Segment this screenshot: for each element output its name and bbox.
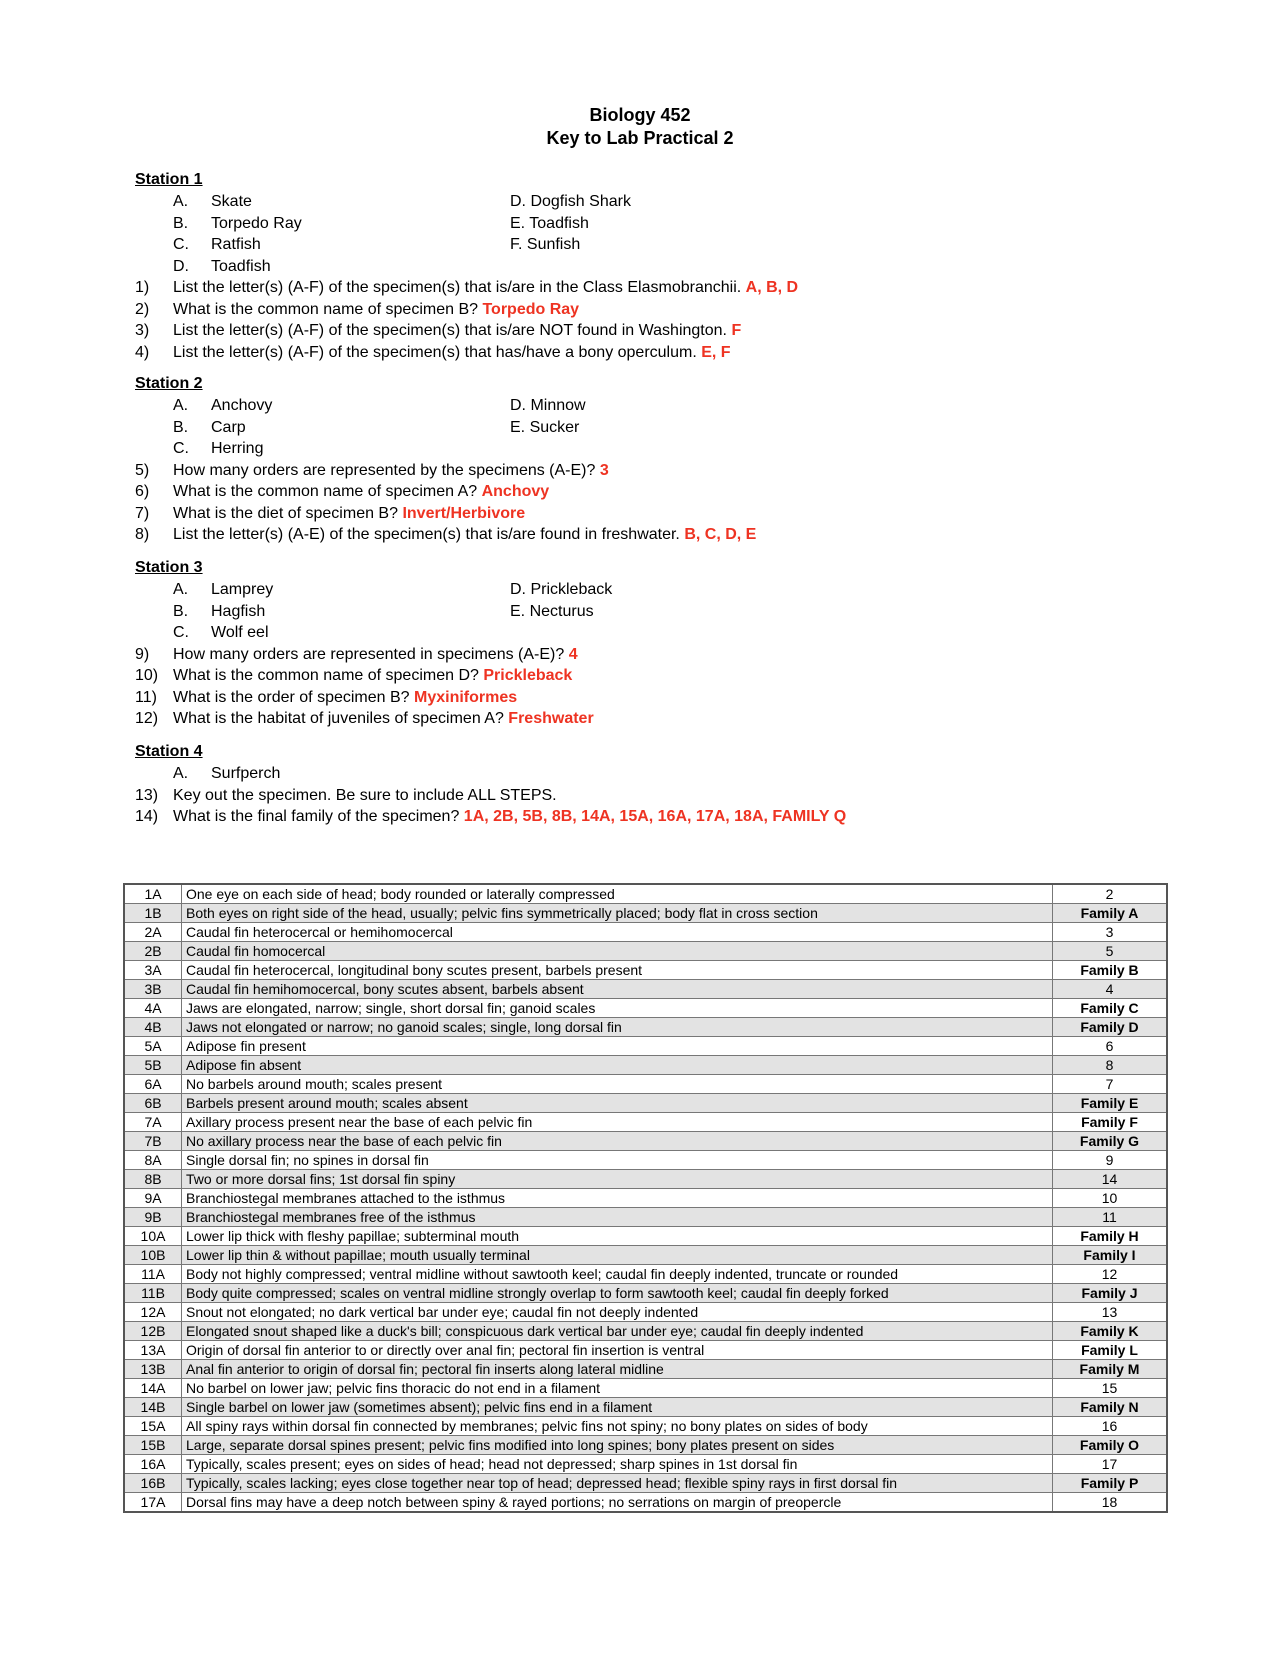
- specimen-name: F. Sunfish: [510, 236, 581, 253]
- key-result: 5: [1053, 942, 1168, 961]
- table-row: [124, 1474, 1167, 1493]
- specimen-name: Torpedo Ray: [211, 214, 302, 232]
- table-row: [124, 1094, 1167, 1113]
- key-description: Typically, scales lacking; eyes close together near top of head; depressed head; flexible spiny rays in first dorsal fin: [182, 1474, 1053, 1493]
- specimen-name: Surfperch: [211, 765, 281, 782]
- question-row: [135, 503, 1135, 525]
- question-number: 5): [135, 461, 150, 479]
- key-step: 4A: [124, 999, 182, 1018]
- question-row: [135, 342, 1135, 364]
- key-description: Barbels present around mouth; scales absent: [182, 1094, 1053, 1113]
- specimen-row: [135, 256, 1135, 278]
- specimen-letter: C.: [173, 236, 189, 253]
- specimen-row: [135, 763, 1135, 785]
- question-row: [135, 524, 1135, 546]
- specimen-name: D. Dogfish Shark: [510, 193, 631, 210]
- key-result: 15: [1053, 1379, 1168, 1398]
- key-description: Caudal fin heterocercal, longitudinal bony scutes present, barbels present: [182, 961, 1053, 980]
- table-row: [124, 1132, 1167, 1151]
- specimen-name: Skate: [211, 193, 252, 210]
- key-result: 2: [1053, 884, 1168, 904]
- table-row: [124, 1398, 1167, 1417]
- key-step: 14A: [124, 1379, 182, 1398]
- key-result: 13: [1053, 1303, 1168, 1322]
- station-section: [135, 557, 1135, 730]
- answer-text: Torpedo Ray: [482, 300, 580, 318]
- key-description: Snout not elongated; no dark vertical bar under eye; caudal fin not deeply indented: [182, 1303, 1053, 1322]
- specimen-name: Anchovy: [211, 397, 273, 414]
- key-result: 11: [1053, 1208, 1168, 1227]
- key-step: 3A: [124, 961, 182, 980]
- key-step: 2A: [124, 923, 182, 942]
- question-row: [135, 687, 1135, 709]
- specimen-row: [135, 417, 1135, 439]
- specimen-row: [135, 234, 1135, 256]
- key-description: Adipose fin present: [182, 1037, 1053, 1056]
- key-result: 7: [1053, 1075, 1168, 1094]
- specimen-row: [135, 191, 1135, 213]
- key-step: 1B: [124, 904, 182, 923]
- station-heading: Station 3: [135, 559, 203, 576]
- key-result: Family O: [1053, 1436, 1168, 1455]
- key-result: 4: [1053, 980, 1168, 999]
- specimen-name: Wolf eel: [211, 624, 269, 641]
- specimen-name: E. Sucker: [510, 418, 580, 436]
- answer-text: Myxiniformes: [414, 688, 518, 706]
- key-description: One eye on each side of head; body rounded or laterally compressed: [182, 884, 1053, 904]
- key-description: Branchiostegal membranes attached to the isthmus: [182, 1189, 1053, 1208]
- key-description: Lower lip thick with fleshy papillae; subterminal mouth: [182, 1227, 1053, 1246]
- key-result: Family N: [1053, 1398, 1168, 1417]
- specimen-letter: A.: [173, 581, 189, 598]
- key-result: Family A: [1053, 904, 1168, 923]
- key-result: Family P: [1053, 1474, 1168, 1493]
- key-result: Family G: [1053, 1132, 1168, 1151]
- table-row: [124, 1265, 1167, 1284]
- key-step: 7B: [124, 1132, 182, 1151]
- key-step: 5B: [124, 1056, 182, 1075]
- key-step: 5A: [124, 1037, 182, 1056]
- question-text: What is the common name of specimen B? Torpedo Ray: [173, 300, 580, 318]
- question-row: [135, 806, 1135, 828]
- key-result: Family F: [1053, 1113, 1168, 1132]
- question-number: 7): [135, 504, 150, 522]
- question-text: What is the order of specimen B? Myxiniformes: [173, 688, 518, 706]
- table-row: [124, 1037, 1167, 1056]
- specimen-row: [135, 213, 1135, 235]
- specimen-name: Lamprey: [211, 581, 274, 598]
- question-number: 2): [135, 300, 150, 318]
- key-step: 8B: [124, 1170, 182, 1189]
- key-description: Caudal fin hemihomocercal, bony scutes absent, barbels absent: [182, 980, 1053, 999]
- key-description: Body quite compressed; scales on ventral midline strongly overlap to form sawtooth keel; caudal fin deeply forked: [182, 1284, 1053, 1303]
- page-subtitle: Key to Lab Practical 2: [546, 128, 734, 148]
- question-number: 8): [135, 526, 150, 543]
- key-step: 13B: [124, 1360, 182, 1379]
- key-result: 18: [1053, 1493, 1168, 1513]
- answer-text: E, F: [701, 343, 731, 361]
- table-row: [124, 1455, 1167, 1474]
- specimen-row: [135, 579, 1135, 601]
- table-row: [124, 1075, 1167, 1094]
- key-description: No barbel on lower jaw; pelvic fins thoracic do not end in a filament: [182, 1379, 1053, 1398]
- specimen-letter: B.: [173, 214, 189, 232]
- key-step: 15B: [124, 1436, 182, 1455]
- key-description: No axillary process near the base of each pelvic fin: [182, 1132, 1053, 1151]
- table-row: [124, 999, 1167, 1018]
- question-row: [135, 785, 1135, 807]
- station-heading: Station 4: [135, 743, 203, 760]
- specimen-row: [135, 622, 1135, 644]
- specimen-name: Herring: [211, 440, 264, 457]
- key-result: Family C: [1053, 999, 1168, 1018]
- question-text: How many orders are represented in specimens (A-E)? 4: [173, 645, 578, 663]
- key-step: 4B: [124, 1018, 182, 1037]
- key-step: 16A: [124, 1455, 182, 1474]
- dichotomous-key-table: [123, 883, 1168, 1513]
- key-result: 9: [1053, 1151, 1168, 1170]
- key-result: 10: [1053, 1189, 1168, 1208]
- key-result: Family D: [1053, 1018, 1168, 1037]
- key-step: 13A: [124, 1341, 182, 1360]
- key-step: 9A: [124, 1189, 182, 1208]
- key-result: Family B: [1053, 961, 1168, 980]
- specimen-letter: A.: [173, 397, 189, 414]
- table-row: [124, 884, 1167, 904]
- key-result: Family E: [1053, 1094, 1168, 1113]
- question-text: What is the common name of specimen A? Anchovy: [173, 483, 550, 500]
- specimen-row: [135, 601, 1135, 623]
- question-row: [135, 277, 1135, 299]
- key-description: Body not highly compressed; ventral midline without sawtooth keel; caudal fin deeply indented, truncate or rounded: [182, 1265, 1053, 1284]
- key-result: Family J: [1053, 1284, 1168, 1303]
- key-step: 3B: [124, 980, 182, 999]
- key-description: Typically, scales present; eyes on sides of head; head not depressed; sharp spines in 1st dorsal fin: [182, 1455, 1053, 1474]
- key-description: Single barbel on lower jaw (sometimes absent); pelvic fins end in a filament: [182, 1398, 1053, 1417]
- key-result: Family I: [1053, 1246, 1168, 1265]
- table-row: [124, 904, 1167, 923]
- station-heading: Station 1: [135, 171, 203, 188]
- key-step: 17A: [124, 1493, 182, 1513]
- key-result: 12: [1053, 1265, 1168, 1284]
- specimen-name: D. Minnow: [510, 397, 586, 414]
- question-number: 11): [135, 688, 157, 706]
- key-description: Caudal fin heterocercal or hemihomocercal: [182, 923, 1053, 942]
- question-row: [135, 320, 1135, 342]
- key-result: 6: [1053, 1037, 1168, 1056]
- table-row: [124, 942, 1167, 961]
- table-row: [124, 1341, 1167, 1360]
- specimen-letter: B.: [173, 418, 189, 436]
- station-heading: Station 2: [135, 375, 203, 392]
- specimen-letter: A.: [173, 765, 189, 782]
- key-description: Two or more dorsal fins; 1st dorsal fin spiny: [182, 1170, 1053, 1189]
- question-text: List the letter(s) (A-F) of the specimen(s) that is/are NOT found in Washington. F: [173, 322, 742, 339]
- question-row: [135, 644, 1135, 666]
- question-text: How many orders are represented by the specimens (A-E)? 3: [173, 461, 609, 479]
- key-description: Single dorsal fin; no spines in dorsal fin: [182, 1151, 1053, 1170]
- table-row: [124, 1113, 1167, 1132]
- specimen-name: E. Toadfish: [510, 214, 589, 232]
- specimen-name: E. Necturus: [510, 602, 594, 620]
- key-step: 11B: [124, 1284, 182, 1303]
- table-row: [124, 1493, 1167, 1513]
- answer-text: Invert/Herbivore: [402, 504, 526, 522]
- question-text: Key out the specimen. Be sure to include ALL STEPS.: [173, 786, 557, 804]
- specimen-letter: D.: [173, 257, 189, 275]
- question-text: List the letter(s) (A-E) of the specimen(s) that is/are found in freshwater. B, C, D, E: [173, 526, 757, 543]
- question-text: List the letter(s) (A-F) of the specimen(s) that is/are in the Class Elasmobranchii. A, B, D: [173, 279, 799, 296]
- answer-text: Anchovy: [481, 483, 550, 500]
- key-description: Caudal fin homocercal: [182, 942, 1053, 961]
- table-row: [124, 1322, 1167, 1341]
- specimen-letter: A.: [173, 193, 189, 210]
- key-description: Both eyes on right side of the head, usually; pelvic fins symmetrically placed; body flat in cross section: [182, 904, 1053, 923]
- key-description: Lower lip thin & without papillae; mouth usually terminal: [182, 1246, 1053, 1265]
- question-row: [135, 299, 1135, 321]
- key-step: 9B: [124, 1208, 182, 1227]
- question-row: [135, 460, 1135, 482]
- question-number: 10): [135, 667, 159, 684]
- table-row: [124, 1208, 1167, 1227]
- key-result: 14: [1053, 1170, 1168, 1189]
- answer-text: A, B, D: [745, 279, 799, 296]
- table-row: [124, 1170, 1167, 1189]
- specimen-name: Ratfish: [211, 236, 261, 253]
- question-number: 12): [135, 710, 159, 727]
- key-description: Axillary process present near the base of each pelvic fin: [182, 1113, 1053, 1132]
- answer-text: 4: [568, 645, 578, 663]
- specimen-row: [135, 438, 1135, 460]
- key-description: Adipose fin absent: [182, 1056, 1053, 1075]
- key-description: Anal fin anterior to origin of dorsal fin; pectoral fin inserts along lateral midline: [182, 1360, 1053, 1379]
- specimen-letter: C.: [173, 440, 189, 457]
- key-step: 6B: [124, 1094, 182, 1113]
- answer-text: F: [731, 322, 742, 339]
- answer-text: B, C, D, E: [684, 526, 757, 543]
- table-row: [124, 1417, 1167, 1436]
- key-result: Family H: [1053, 1227, 1168, 1246]
- table-row: [124, 1303, 1167, 1322]
- key-result: Family M: [1053, 1360, 1168, 1379]
- question-number: 3): [135, 322, 150, 339]
- question-row: [135, 708, 1135, 730]
- key-result: 8: [1053, 1056, 1168, 1075]
- specimen-name: Carp: [211, 418, 246, 436]
- key-description: Dorsal fins may have a deep notch between spiny & rayed portions; no serrations on margin of preopercle: [182, 1493, 1053, 1513]
- table-row: [124, 961, 1167, 980]
- specimen-letter: B.: [173, 602, 189, 620]
- key-step: 12A: [124, 1303, 182, 1322]
- table-row: [124, 1151, 1167, 1170]
- station-section: [135, 373, 1135, 546]
- table-row: [124, 1360, 1167, 1379]
- key-result: 3: [1053, 923, 1168, 942]
- question-number: 14): [135, 808, 159, 825]
- key-step: 2B: [124, 942, 182, 961]
- key-description: Jaws not elongated or narrow; no ganoid scales; single, long dorsal fin: [182, 1018, 1053, 1037]
- key-step: 10B: [124, 1246, 182, 1265]
- key-step: 12B: [124, 1322, 182, 1341]
- specimen-name: D. Prickleback: [510, 581, 613, 598]
- key-result: Family L: [1053, 1341, 1168, 1360]
- key-description: Jaws are elongated, narrow; single, short dorsal fin; ganoid scales: [182, 999, 1053, 1018]
- question-text: List the letter(s) (A-F) of the specimen(s) that has/have a bony operculum. E, F: [173, 343, 731, 361]
- key-result: 17: [1053, 1455, 1168, 1474]
- station-section: [135, 169, 1135, 363]
- question-text: What is the common name of specimen D? Prickleback: [173, 667, 573, 684]
- key-result: Family K: [1053, 1322, 1168, 1341]
- key-step: 6A: [124, 1075, 182, 1094]
- question-number: 13): [135, 786, 159, 804]
- key-description: Branchiostegal membranes free of the isthmus: [182, 1208, 1053, 1227]
- question-text: What is the final family of the specimen? 1A, 2B, 5B, 8B, 14A, 15A, 16A, 17A, 18A, FAMILY Q: [173, 808, 847, 825]
- question-text: What is the diet of specimen B? Invert/Herbivore: [173, 504, 526, 522]
- key-step: 1A: [124, 884, 182, 904]
- table-row: [124, 1018, 1167, 1037]
- question-number: 6): [135, 483, 150, 500]
- key-step: 10A: [124, 1227, 182, 1246]
- answer-text: 1A, 2B, 5B, 8B, 14A, 15A, 16A, 17A, 18A, FAMILY Q: [463, 808, 847, 825]
- question-number: 1): [135, 279, 150, 296]
- table-row: [124, 1189, 1167, 1208]
- specimen-letter: C.: [173, 624, 189, 641]
- answer-text: Prickleback: [483, 667, 573, 684]
- key-step: 15A: [124, 1417, 182, 1436]
- table-row: [124, 1227, 1167, 1246]
- table-row: [124, 1056, 1167, 1075]
- specimen-row: [135, 395, 1135, 417]
- table-row: [124, 923, 1167, 942]
- key-description: Origin of dorsal fin anterior to or directly over anal fin; pectoral fin insertion is ventral: [182, 1341, 1053, 1360]
- table-row: [124, 1436, 1167, 1455]
- key-description: Large, separate dorsal spines present; pelvic fins modified into long spines; bony plates present on sides: [182, 1436, 1053, 1455]
- key-step: 8A: [124, 1151, 182, 1170]
- course-title: Biology 452: [589, 105, 691, 125]
- specimen-name: Toadfish: [211, 257, 271, 275]
- question-number: 9): [135, 645, 150, 663]
- table-row: [124, 1379, 1167, 1398]
- key-description: No barbels around mouth; scales present: [182, 1075, 1053, 1094]
- answer-text: Freshwater: [508, 710, 594, 727]
- question-number: 4): [135, 343, 150, 361]
- key-description: Elongated snout shaped like a duck's bill; conspicuous dark vertical bar under eye; caudal fin deeply indented: [182, 1322, 1053, 1341]
- question-row: [135, 665, 1135, 687]
- specimen-name: Hagfish: [211, 602, 266, 620]
- key-step: 14B: [124, 1398, 182, 1417]
- key-description: All spiny rays within dorsal fin connected by membranes; pelvic fins not spiny; no bony plates on sides of body: [182, 1417, 1053, 1436]
- question-row: [135, 481, 1135, 503]
- question-text: What is the habitat of juveniles of specimen A? Freshwater: [173, 710, 594, 727]
- station-section: [135, 741, 1135, 828]
- table-row: [124, 1246, 1167, 1265]
- table-row: [124, 1284, 1167, 1303]
- table-row: [124, 980, 1167, 999]
- key-step: 16B: [124, 1474, 182, 1493]
- answer-text: 3: [599, 461, 609, 479]
- key-step: 11A: [124, 1265, 182, 1284]
- key-result: 16: [1053, 1417, 1168, 1436]
- key-step: 7A: [124, 1113, 182, 1132]
